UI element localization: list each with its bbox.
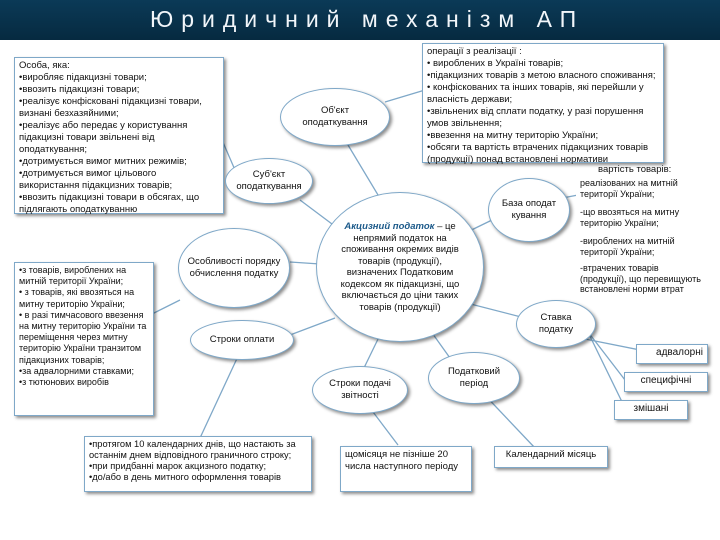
excise-definition-oval [316,192,484,342]
link-features-goods [150,300,180,315]
excise-definition: – це непрямий податок на споживання окремих видів товарів (продукції), визначених Податковим кодексом як підакцизні, що включається до ціни таких товарів (продукції) [340,221,460,313]
pay-terms-item: •протягом 10 календарних днів, що настають за останнім днем відповідного граничного строку; [89,439,296,460]
operations-item: •обсяги та вартість втрачених підакцизних товарів (продукції) понад встановлені нормативи [427,142,649,165]
object-oval: Об'єкт оподаткування [280,88,390,146]
page-title: Юридичний механізм АП [150,6,585,32]
operations-item: • вироблених в Україні товарів; [427,58,564,69]
base-values-item: -вироблених на митній території України; [580,236,675,257]
rate-advalorem-box: адвалорні [636,344,708,364]
base-values-item: -втрачених товарів (продукції), що перевищують встановлені норми втрат [580,263,701,294]
object-operations-box [422,43,664,163]
excise-term: Акцизний податок [344,221,435,232]
base-values-heading: вартість товарів: [598,164,672,175]
goods-item: •з тютюнових виробів [19,377,109,388]
period-box: Календарний місяць [494,446,608,468]
goods-item: •з товарів, вироблених на митній території України; [19,265,127,287]
payer-item: •дотримується вимог митних режимів; [19,156,187,167]
rate-specific-box: специфічні [624,372,708,392]
goods-item: •за адвалорними ставками; [19,365,134,376]
base-values-box [576,176,708,294]
subject-oval: Суб'єкт оподаткування [225,158,313,204]
payer-item: •дотримується вимог цільового використання підакцизних товарів; [19,168,173,191]
base-values-item: -що ввозяться на митну територію України; [580,207,680,228]
payer-item: •виробляє підакцизні товари; [19,72,147,83]
rate-mixed-box: змішані [614,400,688,420]
pay-terms-oval: Строки оплати [190,320,294,360]
period-oval: Податковий період [428,352,520,404]
link-center-paytime [290,318,335,335]
rate-oval: Ставка податку [516,300,596,348]
pay-terms-item: •при придбанні марок акцизного податку; [89,461,267,471]
link-paytime-box [200,352,240,438]
link-object-ops [385,90,425,102]
pay-terms-box [84,436,312,492]
operations-item: •ввезення на митну територію України; [427,130,599,141]
link-report-box [370,408,398,445]
payer-item: •реалізує конфісковані підакцизні товари, визнані безхазяйними; [19,96,202,119]
base-values-item: реалізованих на митній території України; [580,178,678,199]
goods-item: • в разі тимчасового ввезення на митну територію України та переміщення через митну територію України транзитом підакцизних товарів; [19,309,147,365]
link-rate-specific [585,328,625,380]
link-rate-advalor [580,338,640,350]
payer-item: •реалізує або передає у користування підакцизні товари звільнені від оподаткування; [19,120,188,155]
operations-heading: операції з реалізації : [427,46,522,57]
operations-item: •звільнених від сплати податку, у разі порушення умов звільнення; [427,106,644,129]
report-deadline-box: щомісяця не пізніше 20 числа наступного періоду [340,446,472,492]
link-rate-mixed [585,326,625,408]
pay-terms-item: •до/або в день митного оформлення товарів [89,472,281,482]
operations-item: •підакцизних товарів з метою власного споживання; [427,70,656,81]
goods-box [14,262,154,416]
payer-item: •ввозить підакцизні товари; [19,84,140,95]
payer-box [14,57,224,214]
payer-heading: Особа, яка: [19,60,70,71]
features-oval: Особливості порядку обчислення податку [178,228,290,308]
report-oval: Строки подачі звітності [312,366,408,414]
payer-item: •ввозить підакцизні товари в обсягах, що підлягають оподаткуванню [19,192,200,215]
base-oval: База оподат кування [488,178,570,242]
goods-item: • з товарів, які ввозяться на митну територію України; [19,287,135,309]
operations-item: • конфіскованих та інших товарів, які перейшли у власність держави; [427,82,644,105]
